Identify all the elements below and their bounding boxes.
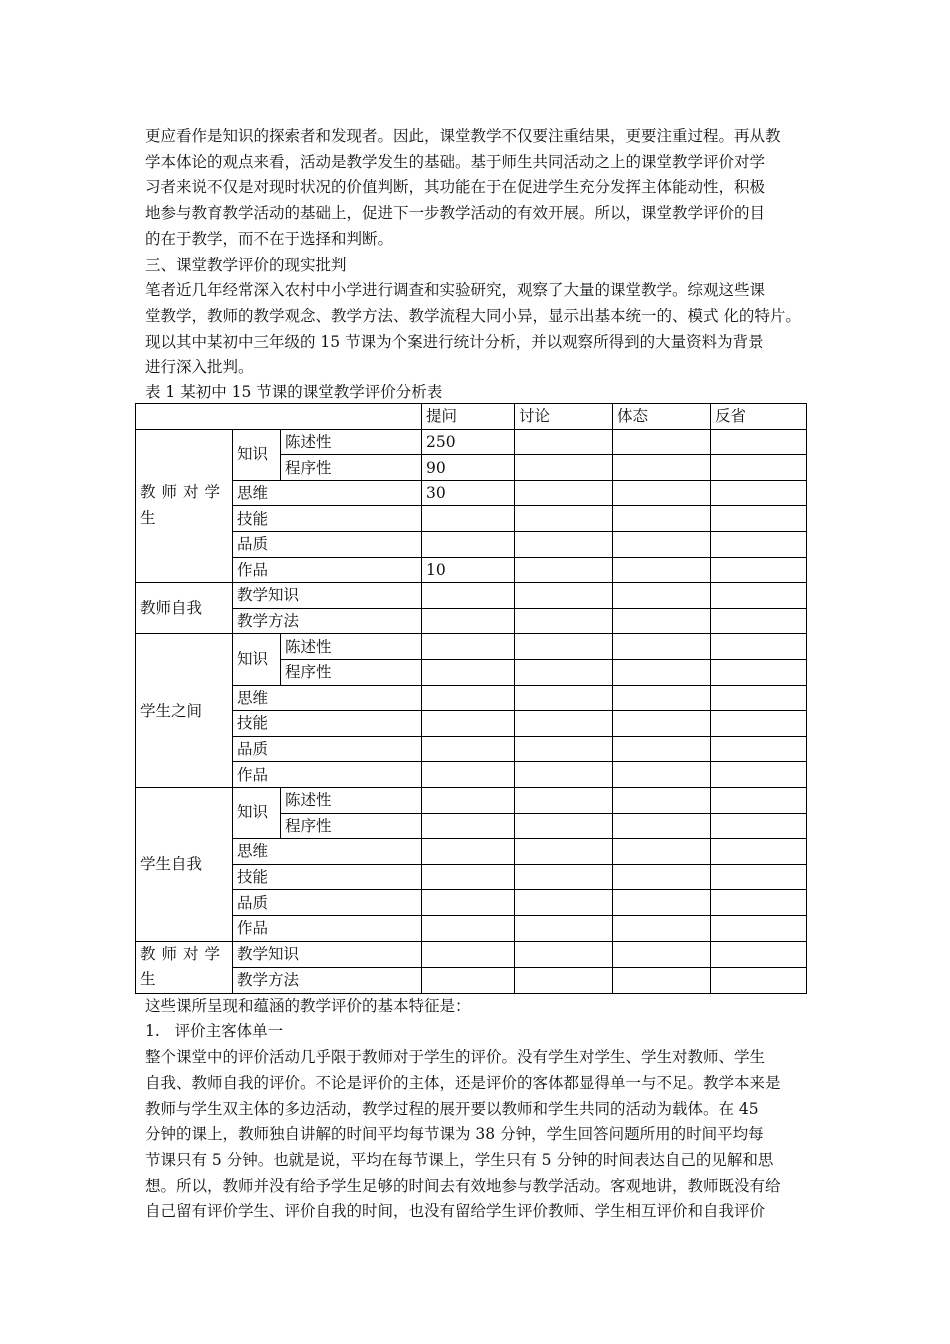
point-paragraph	[145, 1045, 815, 1225]
empty-cell	[422, 813, 515, 839]
empty-cell	[711, 813, 807, 839]
empty-cell	[515, 583, 613, 609]
empty-cell	[613, 532, 711, 558]
empty-cell	[422, 762, 515, 788]
row-label: 思维	[233, 685, 422, 711]
empty-cell	[711, 634, 807, 660]
text-line: 整个课堂中的评价活动几乎限于教师对于学生的评价。没有学生对学生、学生对教师、学生	[145, 1048, 766, 1067]
table-row	[136, 762, 807, 788]
row-label: 作品	[233, 762, 422, 788]
empty-cell	[613, 455, 711, 481]
empty-cell	[515, 685, 613, 711]
empty-cell	[515, 711, 613, 737]
group-teacher-to-student-2: 教师对学生	[136, 941, 233, 993]
knowledge-label: 知识	[233, 787, 281, 838]
empty-cell	[613, 583, 711, 609]
header-cell: 体态	[613, 404, 711, 430]
empty-cell	[711, 455, 807, 481]
empty-cell	[422, 685, 515, 711]
empty-cell	[613, 890, 711, 916]
row-label: 教学方法	[233, 608, 422, 634]
intro-paragraph	[145, 124, 815, 253]
table-row	[136, 583, 807, 609]
table-row	[136, 787, 807, 813]
empty-cell	[422, 864, 515, 890]
empty-cell	[613, 736, 711, 762]
table-row	[136, 506, 807, 532]
text-line: 更应看作是知识的探索者和发现者。因此，课堂教学不仅要注重结果，更要注重过程。再从教	[145, 127, 781, 145]
empty-cell	[422, 915, 515, 941]
text-line: 地参与教育教学活动的基础上，促进下一步教学活动的有效开展。所以，课堂教学评价的目	[145, 204, 766, 223]
empty-cell	[515, 762, 613, 788]
summary-intro: 这些课所呈现和蕴涵的教学评价的基本特征是：	[145, 996, 471, 1015]
empty-cell	[422, 532, 515, 558]
header-cell: 反省	[711, 404, 807, 430]
text-line: 学本体论的观点来看，活动是教学发生的基础。基于师生共同活动之上的课堂教学评价对学	[145, 152, 766, 171]
empty-cell	[515, 480, 613, 506]
table-row	[136, 429, 807, 455]
empty-cell	[422, 736, 515, 762]
text-line: 想。所以，教师并没有给予学生足够的时间去有效地参与教学活动。客观地讲，教师既没有给	[145, 1176, 781, 1195]
empty-cell	[711, 941, 807, 967]
empty-cell	[515, 890, 613, 916]
value-cell: 90	[422, 455, 515, 481]
empty-cell	[422, 711, 515, 737]
empty-cell	[422, 659, 515, 685]
empty-cell	[711, 480, 807, 506]
row-label: 教学方法	[233, 967, 422, 993]
empty-cell	[711, 762, 807, 788]
row-label: 作品	[233, 915, 422, 941]
text-line: 习者来说不仅是对现时状况的价值判断，其功能在于在促进学生充分发挥主体能动性，积极	[145, 178, 766, 197]
empty-cell	[613, 839, 711, 865]
value-cell: 30	[422, 480, 515, 506]
empty-cell	[515, 634, 613, 660]
row-label: 陈述性	[281, 787, 422, 813]
empty-cell	[515, 941, 613, 967]
empty-cell	[613, 429, 711, 455]
empty-cell	[711, 890, 807, 916]
text-line: 教师与学生双主体的多边活动，教学过程的展开要以教师和学生共同的活动为载体。在 45	[145, 1099, 759, 1118]
empty-cell	[613, 711, 711, 737]
text-line: 堂教学，教师的教学观念、教学方法、教学流程大同小异，显示出基本统一的、模式 化的特片。	[145, 306, 801, 325]
section-paragraph	[145, 278, 815, 381]
empty-cell	[613, 864, 711, 890]
group-teacher-self: 教师自我	[136, 583, 233, 634]
text-line: 自己留有评价学生、评价自我的时间，也没有留给学生评价教师、学生相互评价和自我评价	[145, 1202, 766, 1221]
header-cell: 提问	[422, 404, 515, 430]
row-label: 教学知识	[233, 941, 422, 967]
header-cell: 讨论	[515, 404, 613, 430]
evaluation-table	[135, 403, 807, 994]
empty-cell	[711, 967, 807, 993]
text-line: 节课只有 5 分钟。也就是说，平均在每节课上，学生只有 5 分钟的时间表达自己的见解和思	[145, 1150, 774, 1169]
point-heading: 1. 评价主客体单一	[145, 1022, 284, 1041]
group-student-self: 学生自我	[136, 787, 233, 941]
empty-cell	[711, 506, 807, 532]
row-label: 品质	[233, 532, 422, 558]
empty-cell	[515, 864, 613, 890]
empty-cell	[515, 532, 613, 558]
empty-cell	[711, 736, 807, 762]
empty-cell	[613, 506, 711, 532]
table-header-row	[136, 404, 807, 430]
text-line: 自我、教师自我的评价。不论是评价的主体，还是评价的客体都显得单一与不足。教学本来是	[145, 1073, 781, 1092]
empty-cell	[422, 506, 515, 532]
empty-cell	[515, 967, 613, 993]
value-cell: 250	[422, 429, 515, 455]
row-label: 品质	[233, 890, 422, 916]
row-label: 技能	[233, 711, 422, 737]
empty-cell	[422, 634, 515, 660]
empty-cell	[422, 941, 515, 967]
empty-cell	[711, 608, 807, 634]
empty-cell	[515, 915, 613, 941]
empty-cell	[711, 787, 807, 813]
group-teacher-to-student: 教师对学生	[136, 429, 233, 583]
table-row	[136, 608, 807, 634]
empty-cell	[613, 967, 711, 993]
knowledge-label: 知识	[233, 429, 281, 480]
row-label: 程序性	[281, 659, 422, 685]
empty-cell	[711, 429, 807, 455]
empty-cell	[711, 711, 807, 737]
empty-cell	[515, 557, 613, 583]
group-between-students: 学生之间	[136, 634, 233, 788]
text-line: 的在于教学，而不在于选择和判断。	[145, 229, 394, 248]
row-label: 程序性	[281, 455, 422, 481]
empty-cell	[711, 915, 807, 941]
table-row	[136, 557, 807, 583]
empty-cell	[422, 583, 515, 609]
table-row	[136, 864, 807, 890]
row-label: 作品	[233, 557, 422, 583]
empty-cell	[515, 839, 613, 865]
table-row	[136, 532, 807, 558]
table-row	[136, 839, 807, 865]
empty-cell	[711, 839, 807, 865]
empty-cell	[711, 864, 807, 890]
row-label: 思维	[233, 480, 422, 506]
table-row	[136, 967, 807, 993]
empty-cell	[613, 557, 711, 583]
empty-cell	[613, 634, 711, 660]
table-row	[136, 711, 807, 737]
empty-cell	[613, 685, 711, 711]
row-label: 技能	[233, 506, 422, 532]
empty-cell	[515, 813, 613, 839]
table-row	[136, 736, 807, 762]
empty-cell	[613, 480, 711, 506]
empty-cell	[515, 608, 613, 634]
empty-cell	[515, 736, 613, 762]
table-row	[136, 890, 807, 916]
text-line: 笔者近几年经常深入农村中小学进行调查和实验研究，观察了大量的课堂教学。综观这些课	[145, 281, 766, 300]
row-label: 技能	[233, 864, 422, 890]
section-heading: 三、课堂教学评价的现实批判	[145, 255, 347, 274]
empty-cell	[711, 685, 807, 711]
row-label: 程序性	[281, 813, 422, 839]
empty-cell	[422, 608, 515, 634]
knowledge-label: 知识	[233, 634, 281, 685]
empty-cell	[422, 787, 515, 813]
empty-cell	[515, 659, 613, 685]
empty-cell	[711, 659, 807, 685]
empty-cell	[613, 608, 711, 634]
text-line: 分钟的课上，教师独自讲解的时间平均每节课为 38 分钟，学生回答问题所用的时间平均每	[145, 1125, 764, 1144]
row-label: 陈述性	[281, 429, 422, 455]
empty-cell	[613, 813, 711, 839]
row-label: 教学知识	[233, 583, 422, 609]
table-row	[136, 941, 807, 967]
text-line: 现以其中某初中三年级的 15 节课为个案进行统计分析，并以观察所得到的大量资料为背景	[145, 332, 764, 351]
table-row	[136, 685, 807, 711]
empty-cell	[613, 941, 711, 967]
empty-cell	[515, 455, 613, 481]
text-line: 进行深入批判。	[145, 358, 254, 377]
empty-cell	[613, 915, 711, 941]
empty-cell	[613, 787, 711, 813]
empty-cell	[515, 506, 613, 532]
row-label: 陈述性	[281, 634, 422, 660]
document-page	[140, 124, 815, 1225]
header-cell	[136, 404, 422, 430]
empty-cell	[613, 762, 711, 788]
empty-cell	[515, 429, 613, 455]
empty-cell	[422, 967, 515, 993]
empty-cell	[711, 557, 807, 583]
empty-cell	[711, 583, 807, 609]
table-row	[136, 480, 807, 506]
empty-cell	[422, 839, 515, 865]
row-label: 品质	[233, 736, 422, 762]
empty-cell	[711, 532, 807, 558]
empty-cell	[515, 787, 613, 813]
empty-cell	[613, 659, 711, 685]
value-cell: 10	[422, 557, 515, 583]
row-label: 思维	[233, 839, 422, 865]
table-caption: 表 1 某初中 15 节课的课堂教学评价分析表	[145, 383, 443, 402]
table-row	[136, 915, 807, 941]
table-row	[136, 634, 807, 660]
empty-cell	[422, 890, 515, 916]
